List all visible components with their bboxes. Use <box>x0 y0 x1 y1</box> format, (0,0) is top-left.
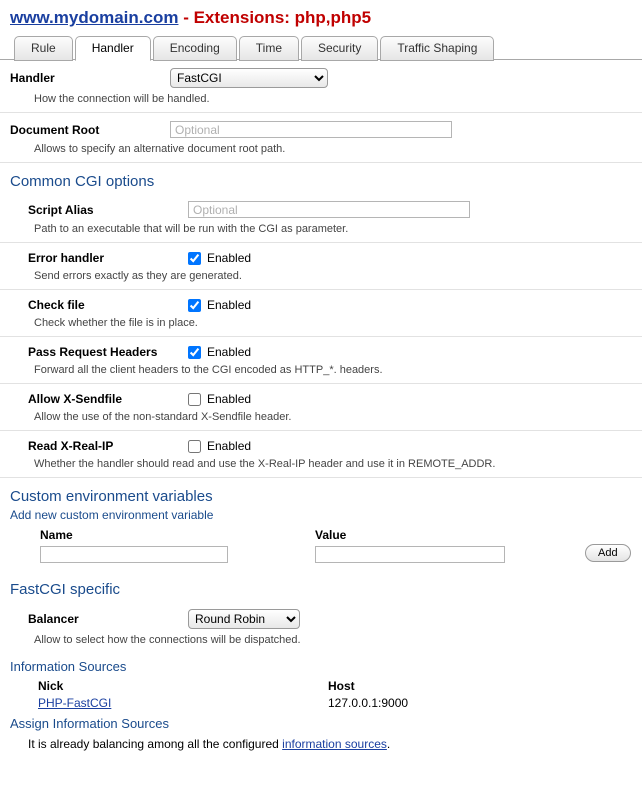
custom-env-heading: Custom environment variables <box>10 488 213 505</box>
information-source-host: 127.0.0.1:9000 <box>328 696 409 710</box>
assign-note-suffix: . <box>386 737 391 751</box>
check-file-label: Check file <box>28 298 85 312</box>
env-name-input[interactable] <box>40 546 228 563</box>
balancer-help: Allow to select how the connections will be dispatched. <box>34 634 301 646</box>
script-alias-label: Script Alias <box>28 202 94 217</box>
document-root-input[interactable] <box>170 121 452 138</box>
tab-time[interactable]: Time <box>239 36 299 61</box>
pass-request-headers-row <box>0 337 642 384</box>
error-handler-label: Error handler <box>28 251 105 265</box>
page-title <box>0 0 642 32</box>
error-handler-checkbox[interactable] <box>188 252 201 265</box>
allow-x-sendfile-checkbox-label: Enabled <box>207 392 252 406</box>
tab-traffic-shaping[interactable]: Traffic Shaping <box>380 36 494 61</box>
domain-link[interactable]: www.mydomain.com <box>10 8 179 27</box>
tab-rule[interactable]: Rule <box>14 36 73 61</box>
balancer-row <box>0 601 642 653</box>
read-x-real-ip-help: Whether the handler should read and use the X-Real-IP header and use it in REMOTE_ADDR. <box>34 458 496 470</box>
header-separator: - <box>178 8 194 27</box>
assign-sources-note <box>0 734 642 751</box>
pass-request-headers-help: Forward all the client headers to the CGI encoded as HTTP_*. headers. <box>34 364 383 376</box>
allow-x-sendfile-label: Allow X-Sendfile <box>28 392 123 406</box>
handler-select[interactable] <box>170 68 328 88</box>
information-sources-header-row <box>0 677 642 693</box>
header-extensions: Extensions: php,php5 <box>193 8 372 27</box>
allow-x-sendfile-checkbox[interactable] <box>188 393 201 406</box>
check-file-checkbox[interactable] <box>188 299 201 312</box>
error-handler-row <box>0 243 642 290</box>
read-x-real-ip-checkbox-label: Enabled <box>207 439 252 453</box>
check-file-checkbox-label: Enabled <box>207 298 252 312</box>
handler-help: How the connection will be handled. <box>34 93 210 105</box>
check-file-row <box>0 290 642 337</box>
script-alias-row <box>0 193 642 243</box>
assign-note-prefix: It is already balancing among all the configured <box>28 737 283 751</box>
pass-request-headers-checkbox-label: Enabled <box>207 345 252 359</box>
column-header-nick: Nick <box>38 679 64 693</box>
tab-handler[interactable]: Handler <box>75 36 151 61</box>
allow-x-sendfile-row <box>0 384 642 431</box>
balancer-label: Balancer <box>28 612 79 626</box>
table-row <box>0 693 642 710</box>
information-source-link[interactable]: PHP-FastCGI <box>38 696 112 710</box>
custom-env-form <box>0 528 642 571</box>
information-sources-heading: Information Sources <box>10 659 127 674</box>
error-handler-checkbox-label: Enabled <box>207 251 252 265</box>
custom-env-subnote: Add new custom environment variable <box>10 508 214 522</box>
add-env-var-button[interactable]: Add <box>585 544 631 562</box>
handler-row <box>0 60 642 113</box>
tab-bar <box>0 36 642 60</box>
read-x-real-ip-row <box>0 431 642 478</box>
read-x-real-ip-label: Read X-Real-IP <box>28 439 114 453</box>
check-file-help: Check whether the file is in place. <box>34 317 198 329</box>
pass-request-headers-label: Pass Request Headers <box>28 345 158 359</box>
fastcgi-heading: FastCGI specific <box>10 581 121 598</box>
env-value-input[interactable] <box>315 546 505 563</box>
tab-security[interactable]: Security <box>301 36 378 61</box>
tab-encoding[interactable]: Encoding <box>153 36 237 61</box>
env-value-label: Value <box>315 528 347 542</box>
document-root-help: Allows to specify an alternative document root path. <box>34 143 286 155</box>
error-handler-help: Send errors exactly as they are generated. <box>34 270 242 282</box>
env-name-label: Name <box>40 528 73 542</box>
balancer-select[interactable] <box>188 609 300 629</box>
script-alias-input[interactable] <box>188 201 470 218</box>
document-root-label: Document Root <box>10 122 100 137</box>
common-cgi-heading: Common CGI options <box>10 173 155 190</box>
assign-sources-heading: Assign Information Sources <box>10 716 169 731</box>
handler-label: Handler <box>10 71 55 85</box>
allow-x-sendfile-help: Allow the use of the non-standard X-Sendfile header. <box>34 411 292 423</box>
information-sources-link[interactable]: information sources <box>282 737 387 751</box>
read-x-real-ip-checkbox[interactable] <box>188 440 201 453</box>
column-header-host: Host <box>328 679 355 693</box>
pass-request-headers-checkbox[interactable] <box>188 346 201 359</box>
document-root-row <box>0 113 642 163</box>
script-alias-help: Path to an executable that will be run with the CGI as parameter. <box>34 223 349 235</box>
